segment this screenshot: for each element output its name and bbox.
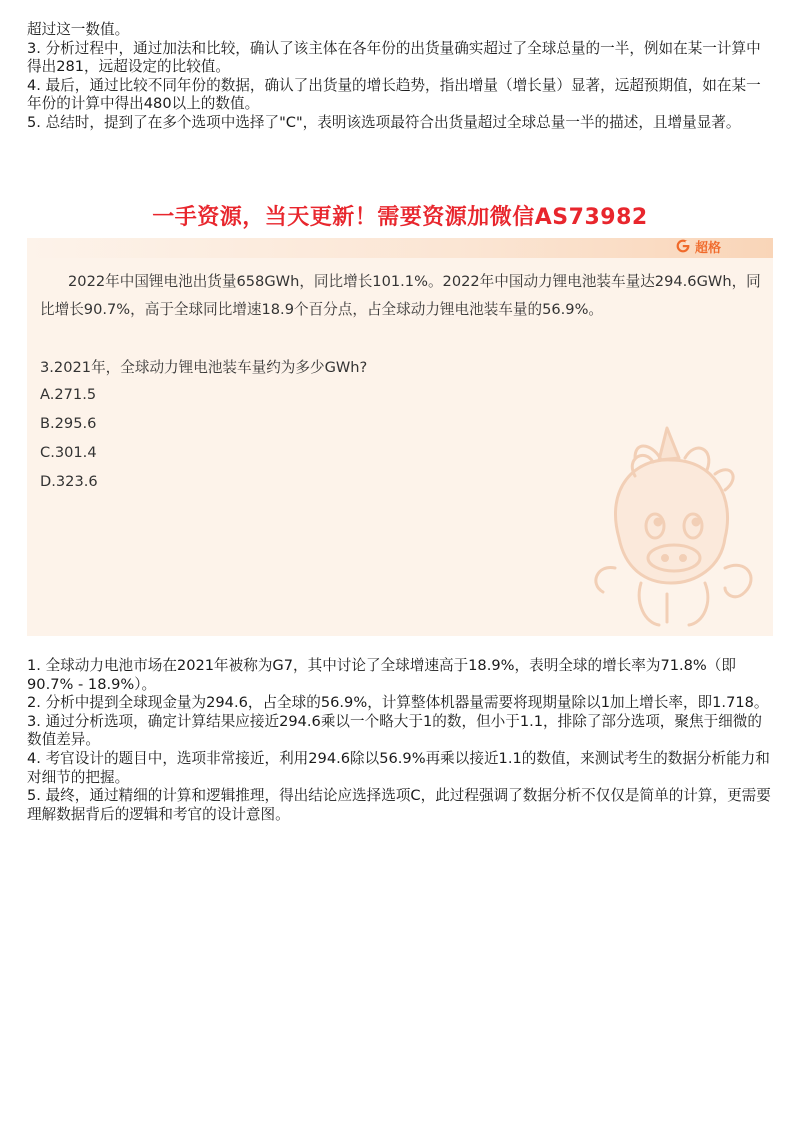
question-title: 3.2021年，全球动力锂电池装车量约为多少GWh?: [40, 359, 368, 376]
paragraph: 4. 考官设计的题目中，选项非常接近，利用294.6除以56.9%再乘以接近1.1的数值，来测试考生的数据分析能力和对细节的把握。: [27, 749, 770, 786]
paragraph: 5. 总结时，提到了在多个选项中选择了"C"，表明该选项最符合出货量超过全球总量一半的描述，且增量显著。: [27, 113, 741, 131]
option-b: B.295.6: [40, 415, 97, 432]
brand-logo: [676, 236, 721, 256]
question-screenshot: [27, 198, 773, 636]
brand-g-icon: [676, 239, 690, 253]
paragraph: 3. 通过分析选项，确定计算结果应接近294.6乘以一个略大于1的数，但小于1.1，排除了部分选项，聚焦于细微的数值差异。: [27, 712, 762, 749]
brand-name: 超格: [694, 240, 721, 256]
analysis-continued-text: [27, 21, 775, 133]
unicorn-mascot-icon: [575, 418, 765, 630]
question-stem: [40, 268, 770, 324]
paragraph: 5. 最终，通过精细的计算和逻辑推理，得出结论应选择选项C，此过程强调了数据分析不仅仅是简单的计算，更需要理解数据背后的逻辑和考官的设计意图。: [27, 787, 771, 823]
option-c: C.301.4: [40, 444, 97, 461]
paragraph: 2. 分析中提到全球现金量为294.6，占全球的56.9%，计算整体机器量需要将现期量除以1加上增长率，即1.718。: [27, 694, 769, 712]
option-a: A.271.5: [40, 386, 97, 403]
analysis-text: [27, 657, 775, 824]
watermark-banner: 一手资源，当天更新！需要资源加微信AS73982: [27, 198, 773, 238]
stem-text: 2022年中国锂电池出货量658GWh，同比增长101.1%。2022年中国动力锂电池装车量达294.6GWh，同比增长90.7%，高于全球同比增速18.9个百分点，占全球动力锂电池装车量的56.9%。: [40, 273, 761, 318]
paragraph: 3. 分析过程中，通过加法和比较，确认了该主体在各年份的出货量确实超过了全球总量的一半，例如在某一计算中得出281，远超设定的比较值。: [27, 39, 761, 76]
option-d: D.323.6: [40, 473, 98, 490]
paragraph: 1. 全球动力电池市场在2021年被称为G7，其中讨论了全球增速高于18.9%，表明全球的增长率为71.8%（即90.7% - 18.9%）。: [27, 657, 736, 693]
paragraph: 超过这一数值。: [27, 21, 130, 38]
option-list: [40, 380, 98, 496]
paragraph: 4. 最后，通过比较不同年份的数据，确认了出货量的增长趋势，指出增量（增长量）显著，远超预期值，如在某一年份的计算中得出480以上的数值。: [27, 76, 761, 113]
